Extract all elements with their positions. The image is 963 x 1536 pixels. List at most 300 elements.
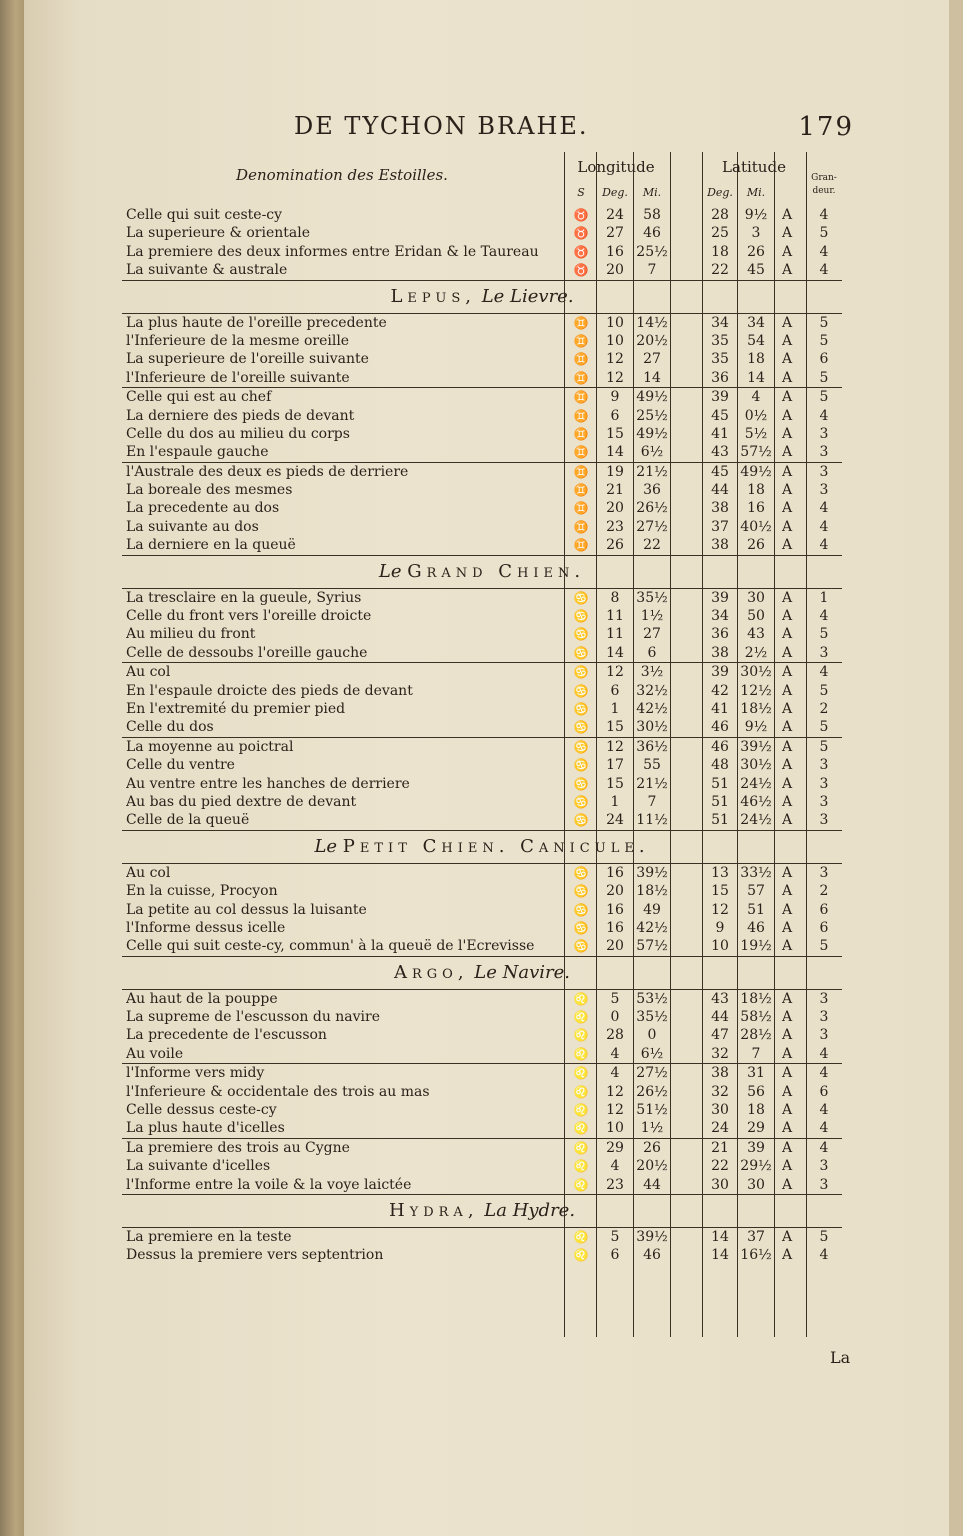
cell-lmin: 50 xyxy=(747,608,765,625)
cell-dir: A xyxy=(781,719,793,736)
cell-mag: 4 xyxy=(819,1045,829,1062)
table-row xyxy=(122,700,842,718)
cell-lmin: 46½ xyxy=(740,793,772,810)
cell-sign: ♉ xyxy=(573,263,589,278)
cell-ldeg: 39 xyxy=(711,389,729,406)
cell-mag: 4 xyxy=(819,262,829,279)
cell-min: 20½ xyxy=(636,332,668,349)
cell-mag: 3 xyxy=(819,482,829,499)
cell-mag: 4 xyxy=(819,407,829,424)
cell-lmin: 45 xyxy=(747,262,765,279)
cell-deg: 20 xyxy=(606,938,624,955)
cell-dir: A xyxy=(781,812,793,829)
cell-lmin: 26 xyxy=(747,243,765,260)
cell-mag: 3 xyxy=(819,793,829,810)
cell-mag: 6 xyxy=(819,901,829,918)
constellation-heading xyxy=(122,956,842,990)
cell-min: 36½ xyxy=(636,738,668,755)
star-catalogue-table xyxy=(122,152,842,1337)
cell-mag: 3 xyxy=(819,775,829,792)
table-row xyxy=(122,662,842,681)
cell-ldeg: 43 xyxy=(711,444,729,461)
cell-lmin: 57½ xyxy=(740,444,772,461)
cell-deg: 6 xyxy=(610,682,620,699)
cell-lmin: 16 xyxy=(747,500,765,517)
cell-dir: A xyxy=(781,482,793,499)
cell-deg: 16 xyxy=(606,901,624,918)
table-row xyxy=(122,314,842,332)
cell-dir: A xyxy=(781,207,793,223)
cell-name: Dessus la premiere vers septentrion xyxy=(126,1247,384,1264)
cell-ldeg: 30 xyxy=(711,1176,729,1193)
cell-deg: 5 xyxy=(610,1228,620,1245)
header-long-sign: S xyxy=(577,186,585,199)
cell-name: La premiere en la teste xyxy=(126,1228,292,1245)
cell-dir: A xyxy=(781,332,793,349)
cell-lmin: 7 xyxy=(751,1045,761,1062)
cell-lmin: 34 xyxy=(747,314,765,331)
cell-name: La suivante & australe xyxy=(126,262,288,279)
cell-deg: 12 xyxy=(606,351,624,368)
cell-deg: 20 xyxy=(606,500,624,517)
cell-deg: 5 xyxy=(610,990,620,1007)
cell-min: 21½ xyxy=(636,775,668,792)
cell-mag: 4 xyxy=(819,537,829,554)
cell-dir: A xyxy=(781,1228,793,1245)
cell-deg: 27 xyxy=(606,225,624,242)
cell-ldeg: 38 xyxy=(711,537,729,554)
cell-dir: A xyxy=(781,919,793,936)
cell-deg: 12 xyxy=(606,369,624,386)
cell-name: l'Inferieure de l'oreille suivante xyxy=(126,369,350,386)
table-row xyxy=(122,369,842,387)
table-row xyxy=(122,1228,842,1246)
cell-min: 27 xyxy=(643,626,661,643)
book-page xyxy=(24,0,949,1536)
cell-name: La suivante au dos xyxy=(126,518,259,535)
cell-dir: A xyxy=(781,864,793,881)
cell-dir: A xyxy=(781,938,793,955)
cell-ldeg: 22 xyxy=(711,1158,729,1175)
cell-mag: 4 xyxy=(819,1065,829,1082)
constellation-name: Hydra, xyxy=(388,1199,479,1221)
cell-sign: ♊ xyxy=(573,538,589,553)
cell-dir: A xyxy=(781,1009,793,1026)
cell-min: 49½ xyxy=(636,389,668,406)
cell-deg: 23 xyxy=(606,1176,624,1193)
cell-mag: 4 xyxy=(819,608,829,625)
cell-deg: 21 xyxy=(606,482,624,499)
table-row xyxy=(122,481,842,499)
header-latitude: Latitude xyxy=(722,158,786,176)
table-row xyxy=(122,644,842,662)
cell-min: 6½ xyxy=(640,444,664,461)
cell-dir: A xyxy=(781,369,793,386)
cell-sign: ♋ xyxy=(573,776,589,791)
cell-name: La superieure de l'oreille suivante xyxy=(126,351,369,368)
cell-lmin: 49½ xyxy=(740,463,772,480)
cell-sign: ♊ xyxy=(573,333,589,348)
cell-mag: 3 xyxy=(819,864,829,881)
cell-ldeg: 43 xyxy=(711,990,729,1007)
cell-deg: 28 xyxy=(606,1027,624,1044)
cell-min: 7 xyxy=(647,262,657,279)
cell-dir: A xyxy=(781,1027,793,1044)
table-row xyxy=(122,1045,842,1063)
header-long-deg: Deg. xyxy=(602,186,628,199)
cell-mag: 2 xyxy=(819,883,829,900)
header-long-min: Mi. xyxy=(642,186,662,199)
cell-ldeg: 36 xyxy=(711,369,729,386)
cell-dir: A xyxy=(781,738,793,755)
constellation-french-name: Le Navire. xyxy=(474,961,570,983)
constellation-french-name: La Hydre. xyxy=(484,1199,576,1221)
cell-dir: A xyxy=(781,608,793,625)
cell-sign: ♌ xyxy=(573,991,589,1006)
cell-lmin: 51 xyxy=(747,901,765,918)
cell-name: En l'espaule droicte des pieds de devant xyxy=(126,682,413,699)
cell-ldeg: 32 xyxy=(711,1045,729,1062)
cell-min: 30½ xyxy=(636,719,668,736)
cell-mag: 5 xyxy=(819,738,829,755)
cell-name: l'Inferieure & occidentale des trois au mas xyxy=(126,1083,430,1100)
table-header xyxy=(122,156,842,208)
header-grandeur-2: deur. xyxy=(812,186,836,196)
cell-min: 27½ xyxy=(636,518,668,535)
constellation-heading xyxy=(122,830,842,864)
header-longitude: Longitude xyxy=(577,158,655,176)
table-row xyxy=(122,1119,842,1137)
table-row xyxy=(122,243,842,261)
cell-ldeg: 51 xyxy=(711,775,729,792)
cell-name: La suivante d'icelles xyxy=(126,1158,271,1175)
cell-dir: A xyxy=(781,425,793,442)
cell-min: 1½ xyxy=(640,608,664,625)
cell-name: La derniere en la queuë xyxy=(126,537,296,554)
cell-sign: ♋ xyxy=(573,645,589,660)
cell-name: l'Inferieure de la mesme oreille xyxy=(126,332,350,349)
cell-sign: ♋ xyxy=(573,939,589,954)
cell-ldeg: 47 xyxy=(711,1027,729,1044)
cell-ldeg: 37 xyxy=(711,518,729,535)
cell-ldeg: 12 xyxy=(711,901,729,918)
cell-lmin: 43 xyxy=(747,626,765,643)
cell-deg: 6 xyxy=(610,407,620,424)
cell-mag: 4 xyxy=(819,243,829,260)
cell-min: 27½ xyxy=(636,1065,668,1082)
cell-min: 6½ xyxy=(640,1045,664,1062)
cell-min: 26½ xyxy=(636,1083,668,1100)
cell-ldeg: 46 xyxy=(711,738,729,755)
table-row xyxy=(122,882,842,900)
cell-name: Au milieu du front xyxy=(126,626,256,643)
cell-ldeg: 35 xyxy=(711,332,729,349)
cell-sign: ♋ xyxy=(573,665,589,680)
cell-sign: ♊ xyxy=(573,445,589,460)
cell-lmin: 3 xyxy=(751,225,761,242)
cell-name: l'Australe des deux es pieds de derriere xyxy=(126,463,409,480)
cell-ldeg: 38 xyxy=(711,500,729,517)
cell-lmin: 37 xyxy=(747,1228,765,1245)
cell-mag: 3 xyxy=(819,463,829,480)
table-row xyxy=(122,864,842,882)
cell-dir: A xyxy=(781,626,793,643)
table-row xyxy=(122,261,842,279)
cell-ldeg: 45 xyxy=(711,463,729,480)
cell-ldeg: 15 xyxy=(711,883,729,900)
cell-deg: 14 xyxy=(606,644,624,661)
table-row xyxy=(122,737,842,756)
cell-name: La moyenne au poictral xyxy=(126,738,294,755)
cell-dir: A xyxy=(781,700,793,717)
cell-mag: 3 xyxy=(819,757,829,774)
cell-ldeg: 13 xyxy=(711,864,729,881)
cell-sign: ♋ xyxy=(573,920,589,935)
cell-mag: 5 xyxy=(819,332,829,349)
cell-dir: A xyxy=(781,389,793,406)
cell-ldeg: 18 xyxy=(711,243,729,260)
cell-ldeg: 36 xyxy=(711,626,729,643)
cell-sign: ♋ xyxy=(573,627,589,642)
catchword: La xyxy=(830,1348,851,1367)
cell-lmin: 24½ xyxy=(740,775,772,792)
table-row xyxy=(122,1026,842,1044)
table-row xyxy=(122,607,842,625)
cell-name: Celle de dessoubs l'oreille gauche xyxy=(126,644,368,661)
cell-mag: 3 xyxy=(819,644,829,661)
cell-sign: ♋ xyxy=(573,701,589,716)
cell-sign: ♊ xyxy=(573,408,589,423)
cell-min: 18½ xyxy=(636,883,668,900)
cell-sign: ♋ xyxy=(573,739,589,754)
cell-name: La derniere des pieds de devant xyxy=(126,407,355,424)
cell-sign: ♌ xyxy=(573,1248,589,1263)
cell-min: 44 xyxy=(643,1176,661,1193)
cell-deg: 0 xyxy=(610,1009,620,1026)
cell-sign: ♌ xyxy=(573,1140,589,1155)
table-row xyxy=(122,901,842,919)
cell-lmin: 18 xyxy=(747,1102,765,1119)
cell-sign: ♋ xyxy=(573,865,589,880)
cell-mag: 3 xyxy=(819,444,829,461)
cell-deg: 10 xyxy=(606,332,624,349)
cell-ldeg: 14 xyxy=(711,1247,729,1264)
cell-sign: ♊ xyxy=(573,315,589,330)
cell-name: l'Informe vers midy xyxy=(126,1065,265,1082)
cell-name: Celle du ventre xyxy=(126,757,235,774)
cell-deg: 15 xyxy=(606,775,624,792)
cell-deg: 15 xyxy=(606,719,624,736)
table-row xyxy=(122,407,842,425)
constellation-heading xyxy=(122,280,842,314)
constellation-article: Le xyxy=(314,835,338,857)
cell-min: 58 xyxy=(643,207,661,223)
table-row xyxy=(122,1138,842,1157)
cell-min: 42½ xyxy=(636,700,668,717)
cell-ldeg: 41 xyxy=(711,700,729,717)
cell-dir: A xyxy=(781,444,793,461)
cell-ldeg: 38 xyxy=(711,1065,729,1082)
constellation-french-name: Le Lievre. xyxy=(481,285,574,307)
cell-deg: 10 xyxy=(606,1120,624,1137)
cell-sign: ♌ xyxy=(573,1159,589,1174)
cell-lmin: 30½ xyxy=(740,757,772,774)
header-lat-min: Mi. xyxy=(746,186,766,199)
cell-dir: A xyxy=(781,351,793,368)
cell-deg: 19 xyxy=(606,463,624,480)
cell-lmin: 30½ xyxy=(740,664,772,681)
cell-sign: ♌ xyxy=(573,1121,589,1136)
cell-sign: ♊ xyxy=(573,426,589,441)
table-row xyxy=(122,919,842,937)
table-row xyxy=(122,387,842,406)
cell-mag: 5 xyxy=(819,682,829,699)
cell-mag: 6 xyxy=(819,1083,829,1100)
cell-deg: 4 xyxy=(610,1045,620,1062)
cell-name: La plus haute de l'oreille precedente xyxy=(126,314,387,331)
table-row xyxy=(122,1008,842,1026)
page-number: 179 xyxy=(798,112,854,142)
header-name: Denomination des Estoilles. xyxy=(236,166,448,184)
header-grandeur-1: Gran- xyxy=(811,173,837,183)
cell-dir: A xyxy=(781,500,793,517)
table-row xyxy=(122,443,842,461)
cell-name: La premiere des trois au Cygne xyxy=(126,1139,350,1156)
table-row xyxy=(122,1157,842,1175)
constellation-name: Grand Chien. xyxy=(407,560,586,582)
cell-min: 35½ xyxy=(636,589,668,606)
cell-deg: 26 xyxy=(606,537,624,554)
cell-lmin: 18½ xyxy=(740,700,772,717)
cell-name: La boreale des mesmes xyxy=(126,482,293,499)
cell-ldeg: 32 xyxy=(711,1083,729,1100)
cell-deg: 15 xyxy=(606,425,624,442)
cell-dir: A xyxy=(781,901,793,918)
cell-dir: A xyxy=(781,589,793,606)
header-grandeur xyxy=(806,172,842,198)
table-row xyxy=(122,1063,842,1082)
cell-name: l'Informe dessus icelle xyxy=(126,919,286,936)
cell-mag: 3 xyxy=(819,1158,829,1175)
cell-name: La precedente de l'escusson xyxy=(126,1027,327,1044)
cell-dir: A xyxy=(781,262,793,279)
cell-mag: 3 xyxy=(819,812,829,829)
constellation-heading xyxy=(122,555,842,589)
cell-deg: 12 xyxy=(606,1102,624,1119)
cell-min: 0 xyxy=(647,1027,657,1044)
cell-sign: ♋ xyxy=(573,683,589,698)
cell-dir: A xyxy=(781,518,793,535)
cell-lmin: 0½ xyxy=(744,407,768,424)
cell-ldeg: 48 xyxy=(711,757,729,774)
cell-dir: A xyxy=(781,793,793,810)
cell-min: 36 xyxy=(643,482,661,499)
cell-name: Au col xyxy=(126,864,171,881)
cell-name: En la cuisse, Procyon xyxy=(126,883,278,900)
cell-ldeg: 44 xyxy=(711,1009,729,1026)
cell-min: 22 xyxy=(643,537,661,554)
cell-mag: 5 xyxy=(819,626,829,643)
cell-dir: A xyxy=(781,883,793,900)
cell-sign: ♋ xyxy=(573,884,589,899)
table-row xyxy=(122,499,842,517)
cell-deg: 12 xyxy=(606,664,624,681)
cell-lmin: 57 xyxy=(747,883,765,900)
cell-lmin: 31 xyxy=(747,1065,765,1082)
cell-mag: 5 xyxy=(819,225,829,242)
cell-min: 25½ xyxy=(636,243,668,260)
cell-dir: A xyxy=(781,225,793,242)
cell-sign: ♋ xyxy=(573,758,589,773)
cell-lmin: 40½ xyxy=(740,518,772,535)
cell-dir: A xyxy=(781,1102,793,1119)
cell-deg: 9 xyxy=(610,389,620,406)
cell-deg: 1 xyxy=(610,700,620,717)
cell-dir: A xyxy=(781,243,793,260)
cell-mag: 6 xyxy=(819,919,829,936)
cell-mag: 1 xyxy=(819,589,829,606)
cell-ldeg: 39 xyxy=(711,664,729,681)
cell-ldeg: 34 xyxy=(711,314,729,331)
cell-deg: 6 xyxy=(610,1247,620,1264)
cell-dir: A xyxy=(781,1120,793,1137)
cell-min: 11½ xyxy=(636,812,668,829)
cell-mag: 4 xyxy=(819,664,829,681)
cell-min: 49 xyxy=(643,901,661,918)
table-row xyxy=(122,224,842,242)
cell-ldeg: 28 xyxy=(711,207,729,223)
cell-lmin: 24½ xyxy=(740,812,772,829)
cell-name: La petite au col dessus la luisante xyxy=(126,901,367,918)
cell-lmin: 5½ xyxy=(744,425,768,442)
cell-sign: ♉ xyxy=(573,244,589,259)
cell-name: La precedente au dos xyxy=(126,500,280,517)
cell-name: Au haut de la pouppe xyxy=(126,990,278,1007)
cell-ldeg: 21 xyxy=(711,1139,729,1156)
cell-deg: 24 xyxy=(606,207,624,223)
cell-sign: ♊ xyxy=(573,483,589,498)
table-row xyxy=(122,462,842,481)
cell-ldeg: 38 xyxy=(711,644,729,661)
cell-dir: A xyxy=(781,757,793,774)
cell-sign: ♌ xyxy=(573,1229,589,1244)
cell-dir: A xyxy=(781,407,793,424)
cell-sign: ♌ xyxy=(573,1177,589,1192)
table-row xyxy=(122,756,842,774)
cell-min: 1½ xyxy=(640,1120,664,1137)
cell-lmin: 18 xyxy=(747,351,765,368)
cell-sign: ♊ xyxy=(573,519,589,534)
cell-lmin: 2½ xyxy=(744,644,768,661)
constellation-name: Argo, xyxy=(393,961,469,983)
cell-dir: A xyxy=(781,463,793,480)
cell-name: En l'espaule gauche xyxy=(126,444,269,461)
cell-ldeg: 22 xyxy=(711,262,729,279)
cell-min: 46 xyxy=(643,225,661,242)
cell-deg: 20 xyxy=(606,262,624,279)
cell-deg: 16 xyxy=(606,243,624,260)
cell-ldeg: 10 xyxy=(711,938,729,955)
cell-name: Celle du dos xyxy=(126,719,214,736)
running-title: DE TYCHON BRAHE. xyxy=(294,112,589,140)
table-row xyxy=(122,1176,842,1194)
cell-name: Au ventre entre les hanches de derriere xyxy=(126,775,410,792)
cell-min: 25½ xyxy=(636,407,668,424)
cell-lmin: 56 xyxy=(747,1083,765,1100)
cell-deg: 24 xyxy=(606,812,624,829)
cell-mag: 4 xyxy=(819,1247,829,1264)
cell-lmin: 9½ xyxy=(744,719,768,736)
